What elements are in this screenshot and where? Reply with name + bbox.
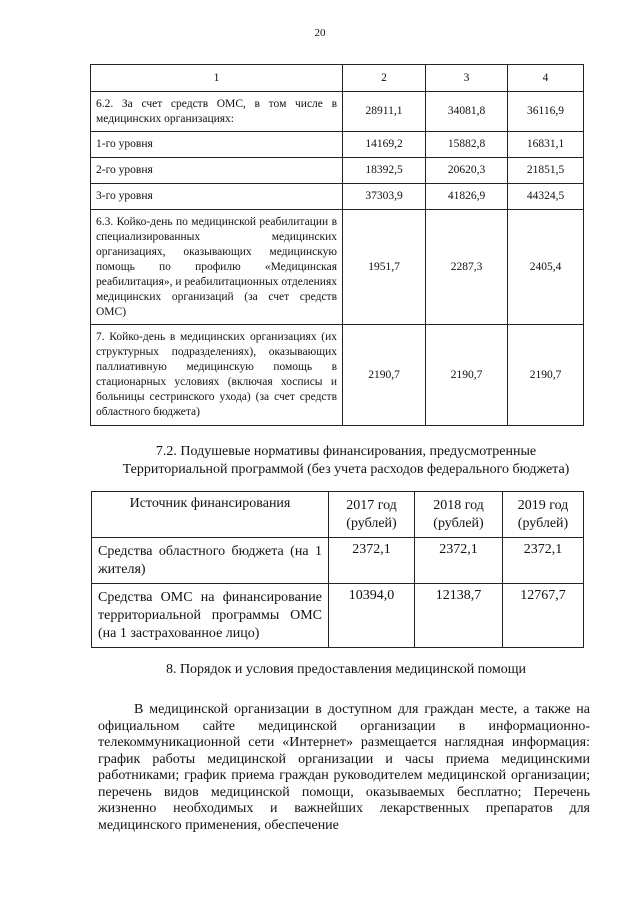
table-header-row: [91, 65, 584, 92]
cell-value: 14169,2: [343, 132, 426, 158]
cell-value: 36116,9: [508, 92, 584, 132]
section-8-paragraph: [98, 702, 590, 834]
table-row: [91, 158, 584, 184]
column-header: 2018 год (рублей): [415, 492, 503, 538]
section-8-heading: 8. Порядок и условия предоставления медицинской помощи: [165, 662, 527, 677]
cell-value: 15882,8: [426, 132, 508, 158]
column-header: 2019 год (рублей): [503, 492, 584, 538]
cell-value: 2287,3: [426, 210, 508, 325]
row-label: 2-го уровня: [91, 158, 343, 184]
row-label: Средства ОМС на финансирование территориальной программы ОМС (на 1 застрахованное лицо): [92, 584, 329, 648]
cell-value: 34081,8: [426, 92, 508, 132]
column-header: 1: [91, 65, 343, 92]
table-row: [91, 325, 584, 426]
column-header: 3: [426, 65, 508, 92]
table-row: [92, 584, 584, 648]
cell-value: 2372,1: [329, 538, 415, 584]
table-row: [92, 538, 584, 584]
cell-value: 2190,7: [426, 325, 508, 426]
cell-value: 20620,3: [426, 158, 508, 184]
column-header: 2: [343, 65, 426, 92]
table-header-row: [92, 492, 584, 538]
table-row: [91, 210, 584, 325]
row-label: 7. Койко-день в медицинских организациях (их структурных подразделениях), оказывающих паллиативную медицинскую помощь в стационарных условиях (включая хосписы и больницы сестринского ухода) (за счет средств областного бюджета): [91, 325, 343, 426]
cell-value: 28911,1: [343, 92, 426, 132]
section-72-heading: [0, 443, 640, 479]
cell-value: 2190,7: [343, 325, 426, 426]
cell-value: 2190,7: [508, 325, 584, 426]
column-header: 2017 год (рублей): [329, 492, 415, 538]
cell-value: 2372,1: [503, 538, 584, 584]
paragraph-text: В медицинской организации в доступном для граждан месте, а также на официальном сайте медицинской организации в информационно-телекоммуникационной сети «Интернет» размещается наглядная информация: график работы медицинской организации и часы приема медицинскими работниками; график приема граждан руководителем медицинской организации; перечень видов медицинской помощи, оказываемых бесплатно; Перечень жизненно необходимых и важнейших лекарственных препаратов для медицинского применения, обеспечение: [98, 702, 590, 833]
row-label: 1-го уровня: [91, 132, 343, 158]
page-number: 20: [314, 27, 326, 39]
table-row: [91, 184, 584, 210]
table-row: [91, 92, 584, 132]
row-label: Средства областного бюджета (на 1 жителя): [92, 538, 329, 584]
cell-value: 12138,7: [415, 584, 503, 648]
cell-value: 2405,4: [508, 210, 584, 325]
cell-value: 1951,7: [343, 210, 426, 325]
row-label: 6.3. Койко-день по медицинской реабилитации в специализированных медицинских организациях, оказывающих медицинскую помощь по профилю «Медицинская реабилитация», и реабилитационных отделениях медицинских организаций (за счет средств ОМС): [91, 210, 343, 325]
cell-value: 12767,7: [503, 584, 584, 648]
per-capita-table: [91, 491, 584, 648]
column-header: 4: [508, 65, 584, 92]
row-label: 3-го уровня: [91, 184, 343, 210]
cell-value: 18392,5: [343, 158, 426, 184]
cell-value: 37303,9: [343, 184, 426, 210]
cell-value: 44324,5: [508, 184, 584, 210]
heading-line: 7.2. Подушевые нормативы финансирования, предусмотренные: [155, 444, 537, 459]
row-label: 6.2. За счет средств ОМС, в том числе в медицинских организациях:: [91, 92, 343, 132]
cell-value: 10394,0: [329, 584, 415, 648]
cell-value: 41826,9: [426, 184, 508, 210]
cell-value: 2372,1: [415, 538, 503, 584]
cell-value: 21851,5: [508, 158, 584, 184]
cell-value: 16831,1: [508, 132, 584, 158]
column-header: Источник финансирования: [92, 492, 329, 538]
heading-line: Территориальной программой (без учета расходов федерального бюджета): [122, 462, 570, 477]
table-row: [91, 132, 584, 158]
norms-table: [90, 64, 584, 426]
